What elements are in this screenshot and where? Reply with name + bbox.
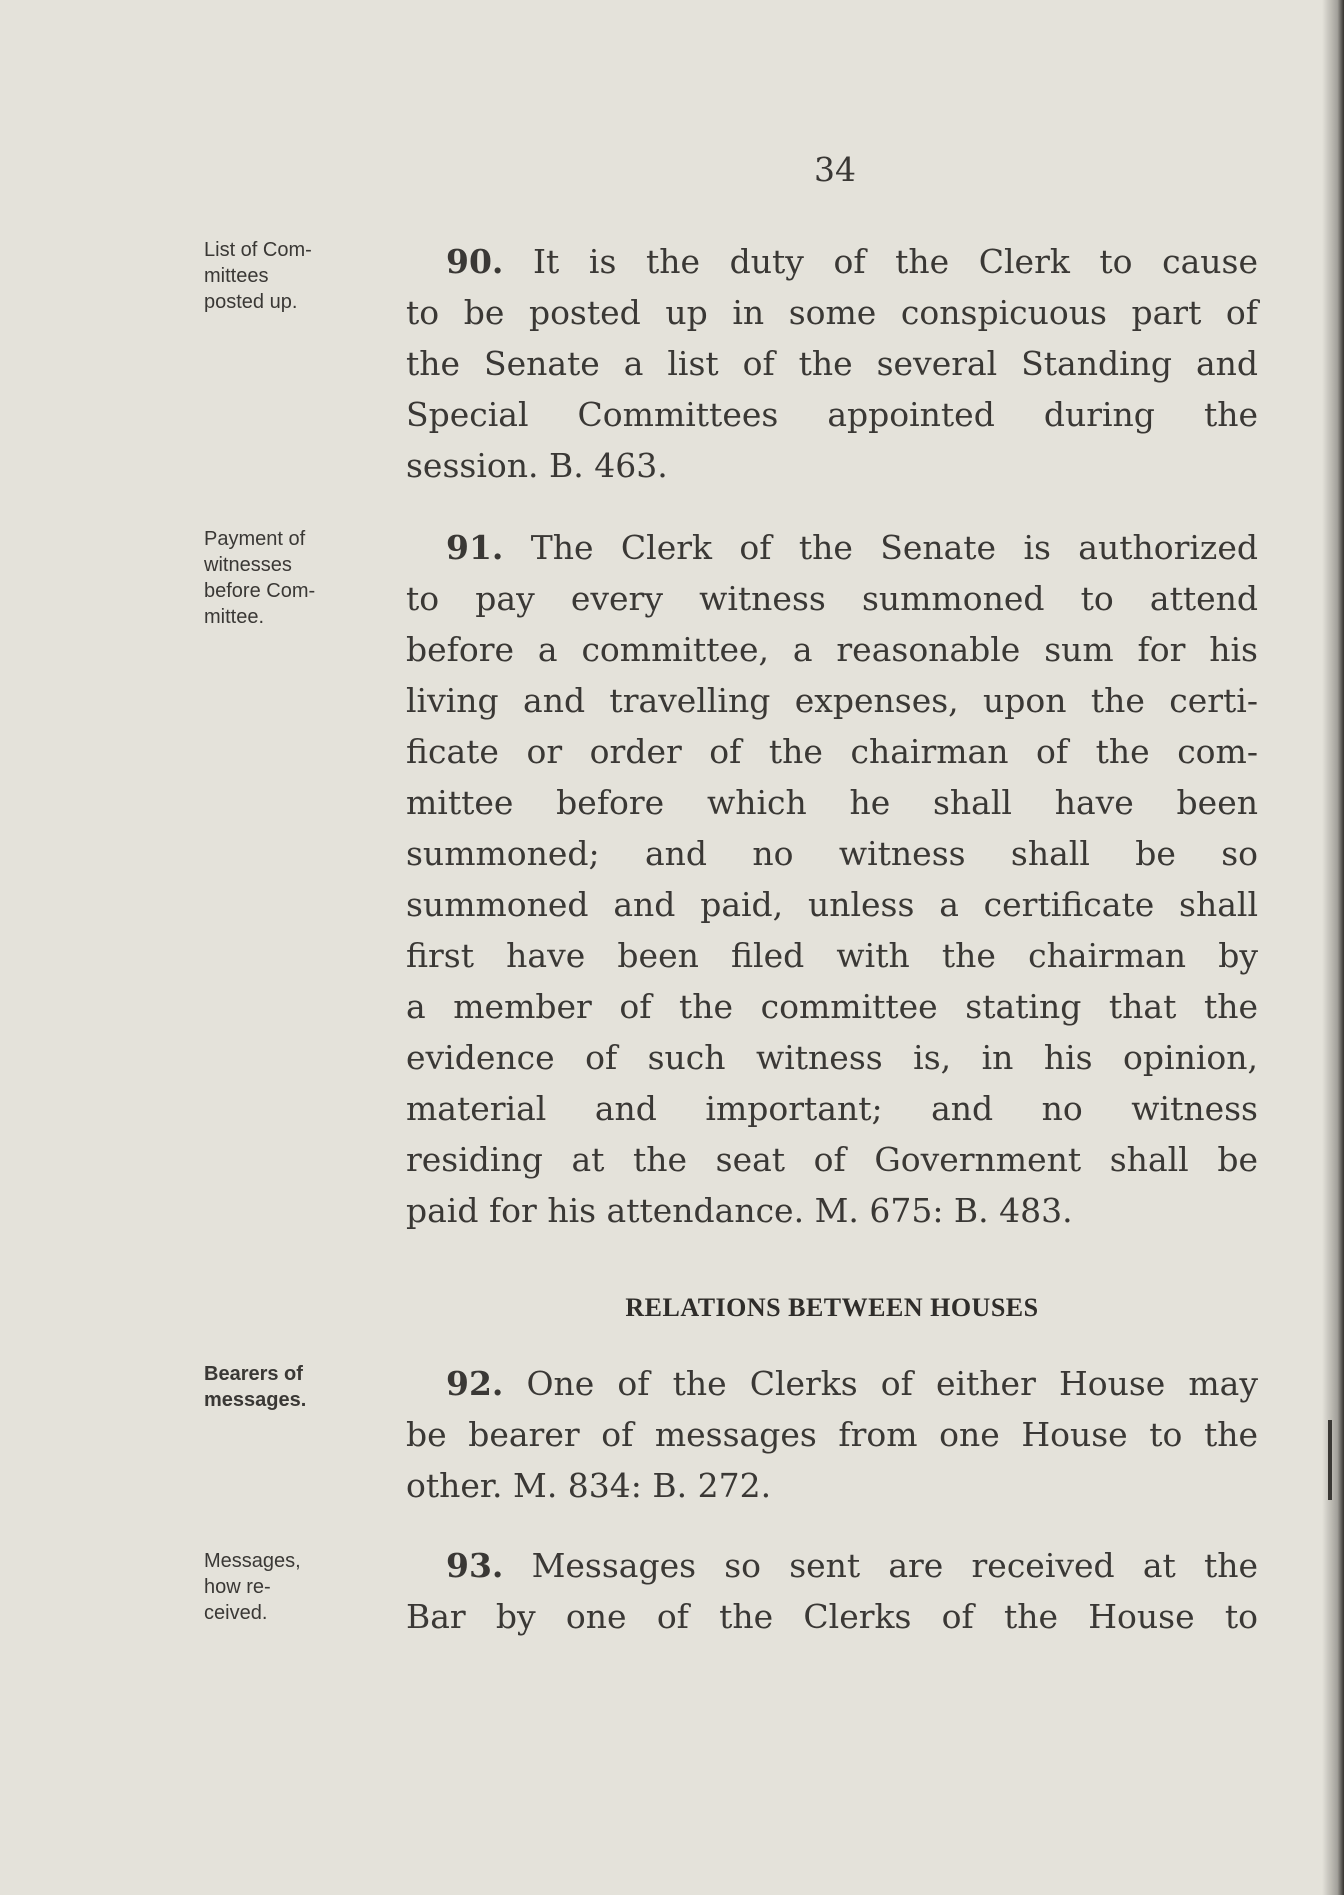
sidenote-line: Bearers of (204, 1363, 303, 1385)
text-line: mittee before which he shall have been (406, 783, 1258, 822)
text-line: Special Committees appointed during the (406, 395, 1258, 434)
sidenote-payment-of-witnesses (204, 526, 364, 630)
text-line: The Clerk of the Senate is authorized (530, 528, 1258, 567)
sidenote-list-of-committees (204, 237, 364, 315)
sidenote-line: ceived. (204, 1602, 268, 1624)
text-line: residing at the seat of Government shall be (406, 1140, 1258, 1179)
sidenote-line: how re- (204, 1576, 271, 1598)
section-number: 90. (446, 242, 504, 281)
section-91 (406, 522, 1258, 1236)
section-92 (406, 1358, 1258, 1511)
text-line: One of the Clerks of either House may (526, 1364, 1258, 1403)
page-number: 34 (814, 150, 856, 189)
text-line: living and travelling expenses, upon the certi- (406, 681, 1258, 720)
sidenote-line: Payment of (204, 528, 306, 550)
text-line: the Senate a list of the several Standing and (406, 344, 1258, 383)
text-line: be bearer of messages from one House to the (406, 1415, 1258, 1454)
text-line: It is the duty of the Clerk to cause (533, 242, 1259, 281)
text-line: first have been filed with the chairman by (406, 936, 1258, 975)
text-line: summoned and paid, unless a certificate shall (406, 885, 1258, 924)
sidenote-line: posted up. (204, 291, 298, 313)
text-line: summoned; and no witness shall be so (406, 834, 1258, 873)
text-line: before a committee, a reasonable sum for his (406, 630, 1258, 669)
sidenote-bearers-of-messages (204, 1361, 364, 1413)
sidenote-line: mittee. (204, 606, 265, 628)
text-line: session. B. 463. (406, 446, 668, 485)
text-line: ficate or order of the chairman of the com- (406, 732, 1258, 771)
sidenote-line: witnesses (204, 554, 292, 576)
text-line: Messages so sent are received at the (531, 1546, 1259, 1585)
page-edge-shadow (1322, 0, 1344, 1895)
text-line: Bar by one of the Clerks of the House to (406, 1597, 1258, 1636)
text-line: paid for his attendance. M. 675: B. 483. (406, 1191, 1073, 1230)
binding-mark (1328, 1420, 1332, 1500)
text-line: material and important; and no witness (406, 1089, 1258, 1128)
section-93 (406, 1540, 1258, 1642)
sidenote-line: mittees (204, 265, 269, 287)
sidenote-line: before Com- (204, 580, 316, 602)
section-90 (406, 236, 1258, 491)
text-line: a member of the committee stating that the (406, 987, 1258, 1026)
section-heading: RELATIONS BETWEEN HOUSES (625, 1293, 1039, 1322)
sidenote-line: List of Com- (204, 239, 312, 261)
section-number: 92. (446, 1364, 504, 1403)
section-number: 91. (446, 528, 504, 567)
text-line: to be posted up in some conspicuous part of (406, 293, 1258, 332)
sidenote-line: Messages, (204, 1550, 301, 1572)
text-line: evidence of such witness is, in his opinion, (406, 1038, 1258, 1077)
text-line: to pay every witness summoned to attend (406, 579, 1258, 618)
text-line: other. M. 834: B. 272. (406, 1466, 772, 1505)
sidenote-line: messages. (204, 1389, 307, 1411)
section-number: 93. (446, 1546, 504, 1585)
sidenote-messages-how-received (204, 1548, 364, 1626)
